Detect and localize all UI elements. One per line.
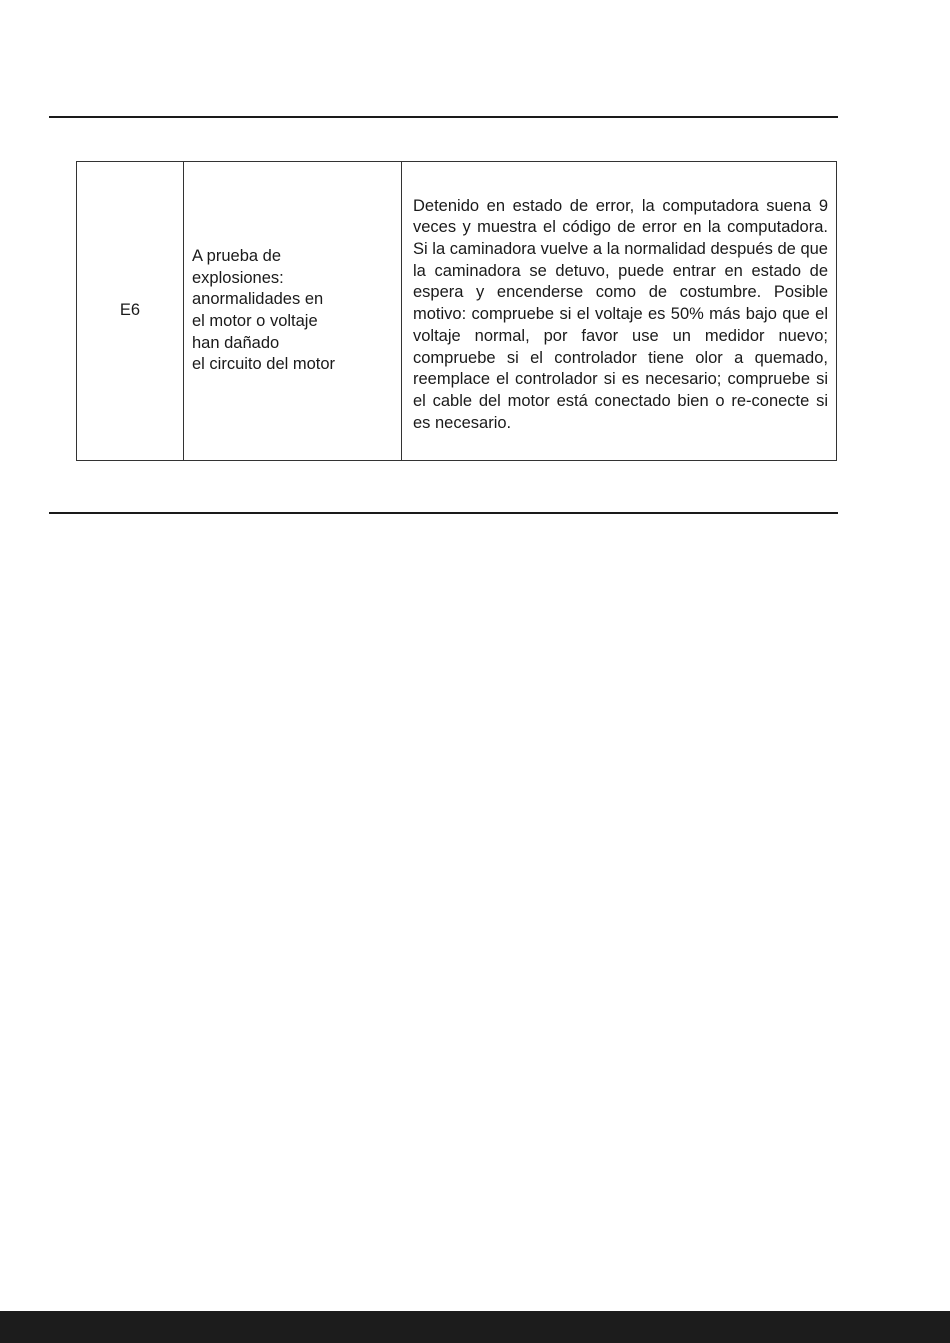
error-solution-text: Detenido en estado de error, la computadora suena 9 veces y muestra el código de error en la computadora. Si la caminadora vuelve a la normalidad después de que la caminadora se detuvo, puede entrar en estado de espera y encenderse como de costumbre. Posible motivo: compruebe si el voltaje es 50% más bajo que el voltaje normal, por favor use un medidor nuevo; compruebe si el controlador tiene olor a quemado, reemplace el controlador si es necesario; compruebe si el cable del motor está conectado bien o re-conecte si es necesario.: [413, 196, 828, 432]
footer-bar: [0, 1311, 950, 1343]
error-description-cell: A prueba de explosiones: anormalidades en el motor o voltaje han dañado el circuito del motor: [184, 162, 402, 461]
error-solution-cell: [402, 162, 837, 461]
error-code-table: [76, 161, 837, 461]
top-divider: [49, 116, 838, 118]
bottom-divider: [49, 512, 838, 514]
error-code-cell: E6: [77, 162, 184, 461]
table-row: [77, 162, 837, 461]
